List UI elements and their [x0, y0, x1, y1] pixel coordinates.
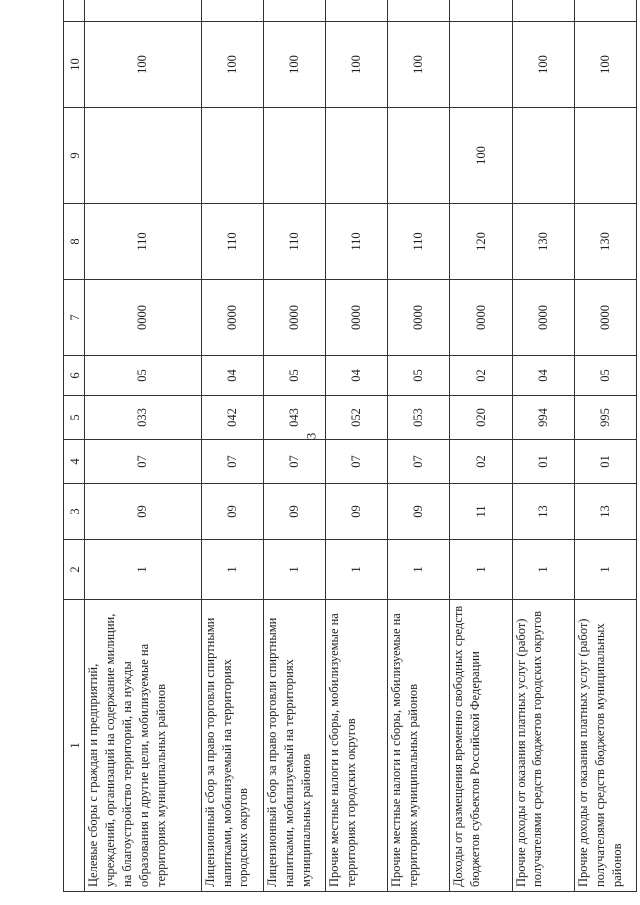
- table-row: [326, 0, 388, 892]
- table-cell: 0000: [574, 280, 636, 356]
- table-row: [388, 0, 450, 892]
- header-cell: 9: [64, 108, 85, 204]
- table-cell: 995: [574, 396, 636, 440]
- table-cell: [450, 0, 512, 22]
- table-row: [450, 0, 512, 892]
- table-cell: 05: [388, 356, 450, 396]
- header-cell: [64, 0, 85, 22]
- table-cell: 020: [450, 396, 512, 440]
- table-cell: 110: [388, 204, 450, 280]
- table-row: [85, 0, 202, 892]
- table-cell: [388, 108, 450, 204]
- table-cell: 04: [326, 356, 388, 396]
- table-cell: 033: [85, 396, 202, 440]
- table-cell: 04: [512, 356, 574, 396]
- row-description: Прочие местные налоги и сборы, мобилизуемые на территориях муниципальных районов: [388, 600, 450, 892]
- table-cell: 07: [388, 440, 450, 484]
- table-cell: 0000: [201, 280, 263, 356]
- table-cell: 100: [201, 22, 263, 108]
- table-cell: [450, 22, 512, 108]
- table-cell: 100: [574, 22, 636, 108]
- table-cell: 1: [263, 540, 325, 600]
- table-cell: 100: [450, 108, 512, 204]
- table-cell: 994: [512, 396, 574, 440]
- table-cell: 1: [512, 540, 574, 600]
- table-cell: [512, 108, 574, 204]
- table-cell: [201, 108, 263, 204]
- table-cell: 05: [574, 356, 636, 396]
- table-cell: 05: [85, 356, 202, 396]
- page-number: 3: [303, 432, 319, 440]
- header-row: [64, 0, 85, 892]
- table-cell: 110: [85, 204, 202, 280]
- header-cell: 6: [64, 356, 85, 396]
- table-cell: 1: [326, 540, 388, 600]
- table-cell: 09: [326, 484, 388, 540]
- table-cell: 120: [450, 204, 512, 280]
- table-row: [201, 0, 263, 892]
- table-cell: 02: [450, 356, 512, 396]
- table-cell: 1: [388, 540, 450, 600]
- row-description: Лицензионный сбор за право торговли спиртными напитками, мобилизуемый на территориях муниципальных районов: [263, 600, 325, 892]
- table-cell: [388, 0, 450, 22]
- table-cell: 13: [574, 484, 636, 540]
- table-cell: 01: [512, 440, 574, 484]
- table-cell: 09: [201, 484, 263, 540]
- table-cell: 0000: [388, 280, 450, 356]
- table-cell: 07: [85, 440, 202, 484]
- table-cell: 110: [263, 204, 325, 280]
- table-cell: 042: [201, 396, 263, 440]
- table-cell: 0000: [326, 280, 388, 356]
- table-cell: [574, 0, 636, 22]
- table-cell: 07: [201, 440, 263, 484]
- row-description: Целевые сборы с граждан и предприятий, учреждений, организаций на содержание милиции, на благоустройство территорий, на нужды образования и другие цели, мобилизуемые на территориях муниципальных районов: [85, 600, 202, 892]
- table-cell: 053: [388, 396, 450, 440]
- header-cell: 8: [64, 204, 85, 280]
- table-cell: [85, 108, 202, 204]
- table-cell: 09: [263, 484, 325, 540]
- row-description: Доходы от размещения временно свободных средств бюджетов субъектов Российской Федерации: [450, 600, 512, 892]
- table-cell: 05: [263, 356, 325, 396]
- budget-revenue-table: [63, 0, 637, 892]
- table-cell: 0000: [512, 280, 574, 356]
- table-cell: [574, 108, 636, 204]
- table-cell: [201, 0, 263, 22]
- table-cell: 0000: [85, 280, 202, 356]
- table-cell: 09: [388, 484, 450, 540]
- row-description: Прочие местные налоги и сборы, мобилизуемые на территориях городских округов: [326, 600, 388, 892]
- table-cell: 110: [201, 204, 263, 280]
- table-cell: 1: [450, 540, 512, 600]
- table-cell: 13: [512, 484, 574, 540]
- header-cell: 3: [64, 484, 85, 540]
- table-cell: 043: [263, 396, 325, 440]
- table-cell: 09: [85, 484, 202, 540]
- table-cell: 02: [450, 440, 512, 484]
- header-cell: 4: [64, 440, 85, 484]
- row-description: Лицензионный сбор за право торговли спиртными напитками, мобилизуемый на территориях городских округов: [201, 600, 263, 892]
- table-cell: 130: [512, 204, 574, 280]
- header-cell: 7: [64, 280, 85, 356]
- table-cell: 130: [574, 204, 636, 280]
- row-description: Прочие доходы от оказания платных услуг (работ) получателями средств бюджетов муниципальных районов: [574, 600, 636, 892]
- table-cell: 100: [388, 22, 450, 108]
- table-cell: 0000: [450, 280, 512, 356]
- table-cell: 1: [574, 540, 636, 600]
- table-cell: 052: [326, 396, 388, 440]
- row-description: Прочие доходы от оказания платных услуг (работ) получателями средств бюджетов городских округов: [512, 600, 574, 892]
- table-row: [263, 0, 325, 892]
- table-cell: 01: [574, 440, 636, 484]
- table-cell: 100: [512, 22, 574, 108]
- table-cell: 1: [201, 540, 263, 600]
- header-cell: 1: [64, 600, 85, 892]
- table-cell: [85, 0, 202, 22]
- table-cell: 100: [263, 22, 325, 108]
- table-cell: 11: [450, 484, 512, 540]
- table-cell: 07: [326, 440, 388, 484]
- table-cell: 1: [85, 540, 202, 600]
- table-cell: 100: [326, 22, 388, 108]
- table-cell: 0000: [263, 280, 325, 356]
- table-cell: [512, 0, 574, 22]
- table-row: [512, 0, 574, 892]
- header-cell: 5: [64, 396, 85, 440]
- table-cell: 04: [201, 356, 263, 396]
- rotated-table-container: [63, 12, 637, 892]
- header-cell: 2: [64, 540, 85, 600]
- table-cell: 07: [263, 440, 325, 484]
- table-cell: [326, 0, 388, 22]
- table-cell: 100: [85, 22, 202, 108]
- table-cell: [263, 0, 325, 22]
- table-cell: 110: [326, 204, 388, 280]
- header-cell: 10: [64, 22, 85, 108]
- table-cell: [263, 108, 325, 204]
- table-cell: [326, 108, 388, 204]
- table-row: [574, 0, 636, 892]
